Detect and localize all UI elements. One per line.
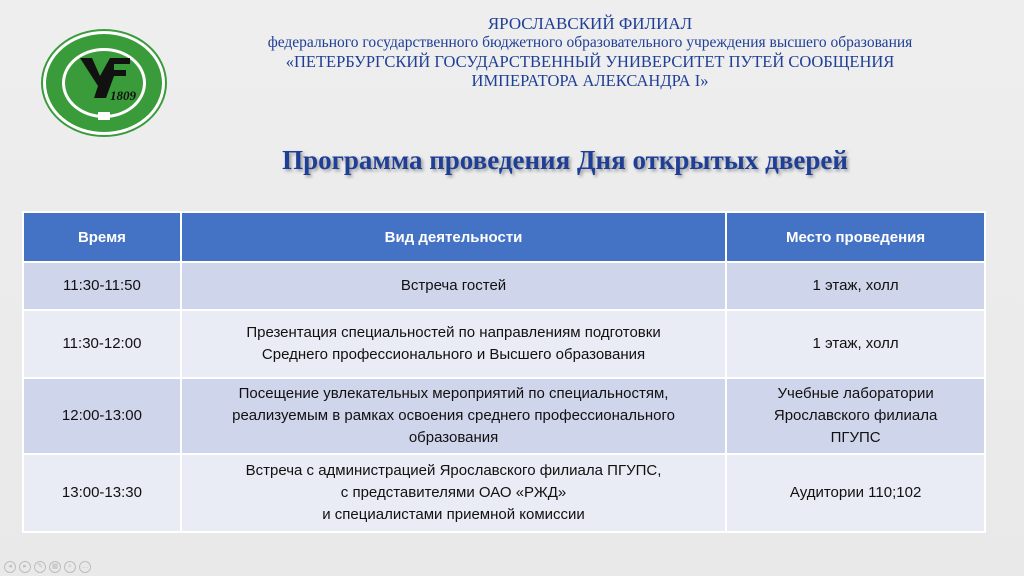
activity-line: с представителями ОАО «РЖД»	[340, 484, 567, 501]
activity-line: Встреча гостей	[400, 277, 507, 294]
university-seal-icon	[40, 28, 168, 138]
logo-year: 1809	[110, 88, 136, 103]
column-header-place: Место проведения	[726, 212, 985, 262]
table-row	[23, 378, 985, 454]
slide-navigation	[4, 561, 91, 573]
place-line: Аудитории 110;102	[789, 484, 922, 501]
more-options-icon[interactable]: …	[79, 561, 91, 573]
header-line-2: федерального государственного бюджетного образовательного учреждения высшего образования	[267, 34, 913, 51]
page-title: Программа проведения Дня открытых дверей	[282, 145, 848, 175]
activity-line: реализуемым в рамках освоения среднего профессионального	[232, 407, 675, 424]
cell-time: 11:30-12:00	[23, 310, 181, 378]
place-line: Ярославского филиала	[773, 407, 938, 424]
activity-line: Посещение увлекательных мероприятий по специальностям,	[238, 385, 669, 402]
cell-place	[726, 378, 985, 454]
university-logo	[40, 28, 168, 138]
header-line-4: ИМПЕРАТОРА АЛЕКСАНДРА I»	[471, 71, 709, 90]
institution-header	[200, 14, 980, 90]
pen-icon[interactable]: ✎	[34, 561, 46, 573]
activity-line: и специалистами приемной комиссии	[322, 506, 585, 523]
header-line-3: «ПЕТЕРБУРГСКИЙ ГОСУДАРСТВЕННЫЙ УНИВЕРСИТЕТ ПУТЕЙ СООБЩЕНИЯ	[285, 52, 895, 71]
activity-line: образования	[408, 429, 499, 446]
table-row	[23, 262, 985, 310]
table-row	[23, 310, 985, 378]
zoom-icon[interactable]: ⌕	[64, 561, 76, 573]
place-line: ПГУПС	[830, 429, 881, 446]
next-slide-icon[interactable]: ▸	[19, 561, 31, 573]
cell-time: 12:00-13:00	[23, 378, 181, 454]
cell-place	[726, 310, 985, 378]
cell-place	[726, 262, 985, 310]
schedule-table	[22, 211, 986, 533]
slides-grid-icon[interactable]: ▦	[49, 561, 61, 573]
cell-time: 13:00-13:30	[23, 454, 181, 532]
cell-activity	[181, 262, 726, 310]
column-header-time: Время	[23, 212, 181, 262]
header-line-1: ЯРОСЛАВСКИЙ ФИЛИАЛ	[487, 14, 693, 33]
table-header-row	[23, 212, 985, 262]
column-header-activity: Вид деятельности	[181, 212, 726, 262]
cell-time: 11:30-11:50	[23, 262, 181, 310]
cell-activity	[181, 378, 726, 454]
place-line: 1 этаж, холл	[812, 335, 899, 352]
activity-line: Встреча с администрацией Ярославского филиала ПГУПС,	[245, 462, 662, 479]
place-line: Учебные лаборатории	[777, 385, 934, 402]
previous-slide-icon[interactable]: ◂	[4, 561, 16, 573]
cell-activity	[181, 310, 726, 378]
cell-place	[726, 454, 985, 532]
place-line: 1 этаж, холл	[812, 277, 899, 294]
activity-line: Презентация специальностей по направлениям подготовки	[246, 324, 661, 341]
table-row	[23, 454, 985, 532]
activity-line: Среднего профессионального и Высшего образования	[261, 346, 646, 363]
cell-activity	[181, 454, 726, 532]
